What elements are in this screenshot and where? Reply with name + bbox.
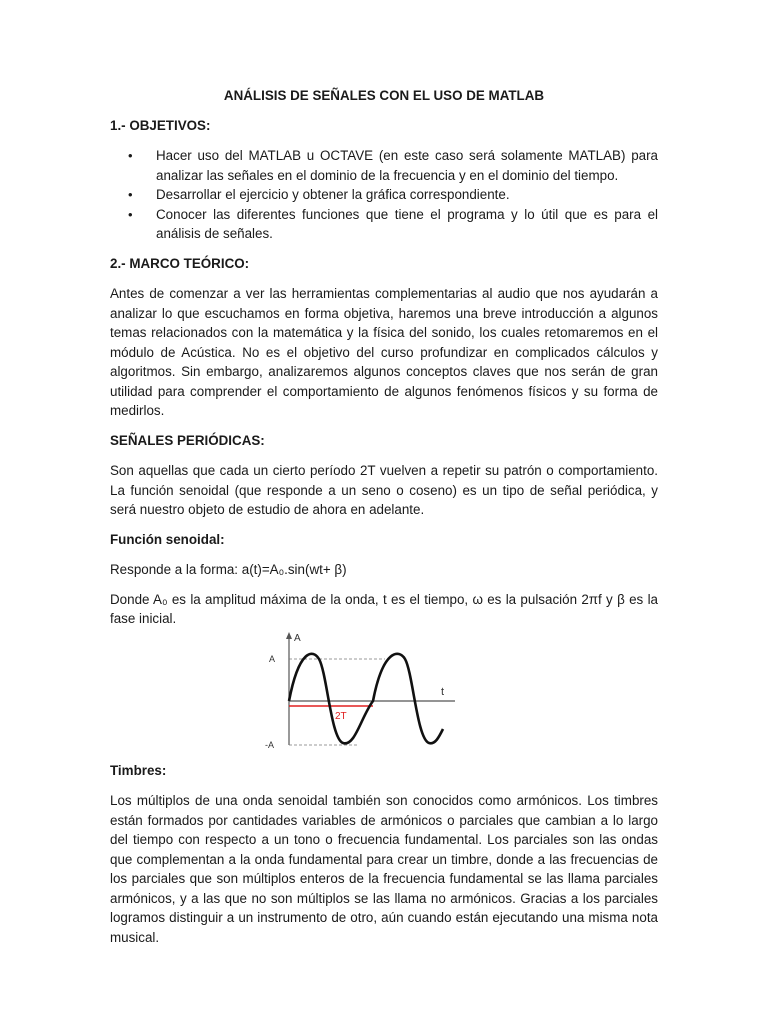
list-item [110,205,658,244]
periodic-paragraph: Son aquellas que cada un cierto período 2T vuelven a repetir su patrón o comportamiento. La función senoidal (que responde a un seno o coseno) es un tipo de señal periódica, y será nuestro objeto de estudio de ahora en adelante. [110,463,658,517]
y-axis-arrow-icon [286,632,292,639]
sine-formula: Responde a la forma: a(t)=A₀.sin(wt+ β) [110,562,347,577]
bullet-icon: • [128,148,133,163]
theory-paragraph: Antes de comenzar a ver las herramientas complementarias al audio que nos ayudarán a analizar lo que escuchamos en forma objetiva, haremos una breve introducción a algunos temas relacionados con la matemática y la física del sonido, los cuales retomaremos en el módulo de Acústica. No es el objetivo del curso profundizar en complicados cálculos y algoritmos. Sin embargo, analizaremos algunos conceptos claves que nos serán de gran utilidad para comprender el comportamiento de algunos fenómenos físicos y su forma de medirlos. [110,286,658,418]
sine-description: Donde A₀ es la amplitud máxima de la onda, t es el tiempo, ω es la pulsación 2πf y β es la fase inicial. [110,591,658,626]
objectives-heading: 1.- OBJETIVOS: [110,117,211,133]
list-item [110,146,658,185]
amplitude-negative-label: -A [265,739,274,750]
timbres-heading: Timbres: [110,762,167,778]
sine-wave-diagram [265,629,565,751]
objectives-list [110,146,658,244]
document-title: ANÁLISIS DE SEÑALES CON EL USO DE MATLAB [223,88,545,103]
sine-heading: Función senoidal: [110,531,225,547]
period-label: 2T [335,710,347,722]
objective-text: Conocer las diferentes funciones que tiene el programa y lo útil que es para el análisis de señales. [156,206,658,241]
amplitude-positive-label: A [269,653,276,664]
objective-text: Desarrollar el ejercicio y obtener la gráfica correspondiente. [156,187,510,202]
bullet-icon: • [128,206,133,222]
sine-wave [289,653,443,743]
periodic-heading: SEÑALES PERIÓDICAS: [110,432,265,448]
y-axis-label: A [294,632,301,644]
objective-text: Hacer uso del MATLAB u OCTAVE (en este caso será solamente MATLAB) para analizar las señales en el dominio de la frecuencia y en el dominio del tiempo. [156,148,658,183]
x-axis-label: t [441,685,445,698]
timbres-paragraph: Los múltiplos de una onda senoidal también son conocidos como armónicos. Los timbres están formados por cantidades variables de armónicos o parciales que cambian a lo largo del tiempo con respecto a un tono o frecuencia fundamental. Los parciales son las ondas que complementan a la onda fundamental para crear un timbre, donde a las frecuencias de los parciales que son múltiplos enteros de la frecuencia fundamental se las llama parciales armónicos, y a las que no son múltiplos se las llama no armónicos. Gracias a los parciales logramos distinguir a un instrumento de otro, aún cuando están ejecutando una misma nota musical. [110,793,658,945]
document-content [110,86,658,957]
list-item [110,185,658,205]
bullet-icon: • [128,187,133,202]
theory-heading: 2.- MARCO TEÓRICO: [110,255,250,271]
sine-figure [110,629,658,751]
